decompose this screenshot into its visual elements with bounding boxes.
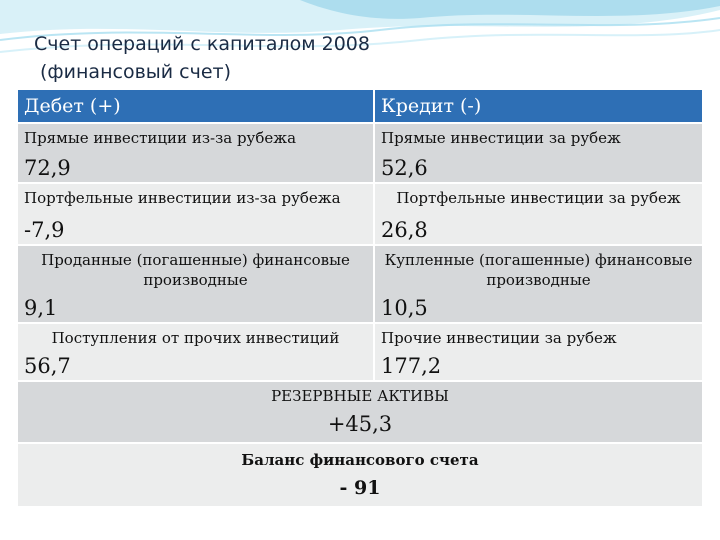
debit-header: Дебет (+)	[18, 90, 374, 123]
title-line-2: (финансовый счет)	[40, 61, 231, 83]
balance-value: - 91	[339, 477, 381, 499]
debit-label: Поступления от прочих инвестиций	[51, 329, 340, 347]
credit-value: 177,2	[381, 354, 442, 378]
credit-label: Портфельные инвестиции за рубеж	[396, 189, 681, 207]
debit-label: Проданные (погашенные) финансовые производные	[41, 251, 350, 289]
credit-cell	[374, 183, 703, 245]
credit-value: 26,8	[381, 218, 428, 242]
debit-cell	[18, 183, 374, 245]
credit-label: Прочие инвестиции за рубеж	[381, 329, 617, 347]
debit-cell	[18, 323, 374, 381]
debit-value: -7,9	[24, 218, 65, 242]
debit-value: 72,9	[24, 156, 71, 180]
reserve-assets-cell	[18, 381, 703, 443]
reserve-assets-label: РЕЗЕРВНЫЕ АКТИВЫ	[271, 387, 449, 405]
credit-cell	[374, 123, 703, 183]
credit-header: Кредит (-)	[374, 90, 703, 123]
balance-row	[18, 443, 703, 507]
balance-label: Баланс финансового счета	[241, 451, 479, 469]
table-row	[18, 123, 703, 183]
table-row	[18, 183, 703, 245]
debit-cell	[18, 123, 374, 183]
table-row	[18, 323, 703, 381]
debit-value: 56,7	[24, 354, 71, 378]
table-header-row	[18, 90, 703, 123]
credit-value: 10,5	[381, 296, 428, 320]
reserve-assets-row	[18, 381, 703, 443]
credit-cell	[374, 245, 703, 323]
debit-label: Прямые инвестиции из-за рубежа	[24, 129, 297, 147]
debit-cell	[18, 245, 374, 323]
balance-cell	[18, 443, 703, 507]
credit-label: Прямые инвестиции за рубеж	[381, 129, 621, 147]
credit-cell	[374, 323, 703, 381]
debit-value: 9,1	[24, 296, 58, 320]
credit-label: Купленные (погашенные) финансовые производные	[384, 251, 693, 289]
page-title	[34, 30, 370, 86]
title-line-1: Счет операций с капиталом 2008	[34, 33, 370, 55]
capital-account-table	[18, 90, 704, 508]
table-row	[18, 245, 703, 323]
credit-value: 52,6	[381, 156, 428, 180]
reserve-assets-value: +45,3	[327, 412, 393, 436]
debit-label: Портфельные инвестиции из-за рубежа	[24, 189, 341, 207]
